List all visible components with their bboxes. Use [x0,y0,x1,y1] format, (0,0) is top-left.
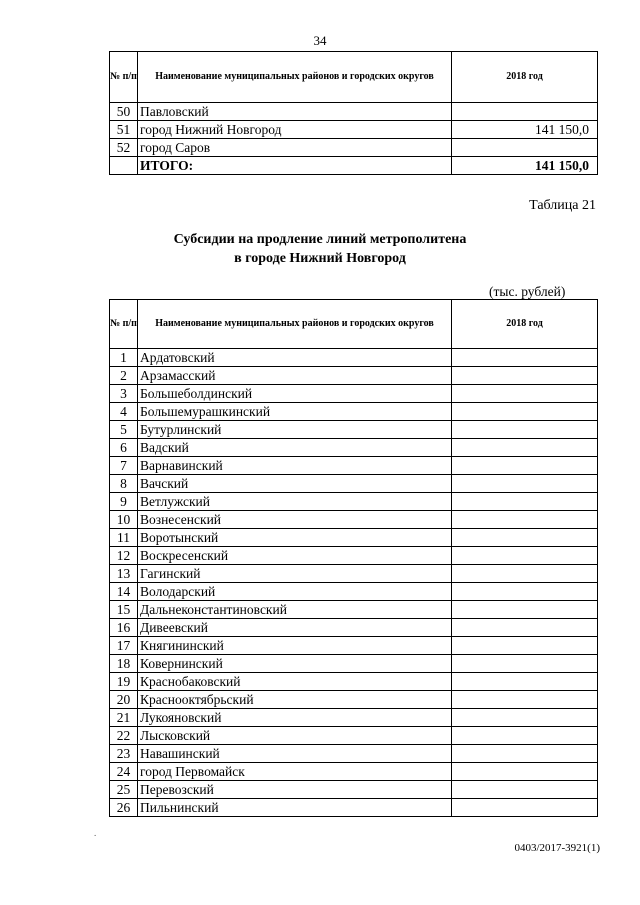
row-number: 13 [110,565,138,583]
header-num: № п/п [110,300,138,349]
total-value: 141 150,0 [452,157,598,175]
table-row [110,385,598,403]
table-2 [109,299,598,817]
row-name: Краснооктябрьский [138,691,452,709]
row-value [452,727,598,745]
row-name: Гагинский [138,565,452,583]
document-code: 0403/2017-3921(1) [514,842,600,854]
row-number: 5 [110,421,138,439]
row-name: Воротынский [138,529,452,547]
row-value [452,763,598,781]
row-value: 141 150,0 [452,121,598,139]
total-num-cell [110,157,138,175]
row-number: 9 [110,493,138,511]
title-line-2: в городе Нижний Новгород [234,251,406,266]
table-row [110,673,598,691]
table-row [110,493,598,511]
table-row [110,637,598,655]
row-value [452,547,598,565]
row-value [452,691,598,709]
table-row [110,103,598,121]
table-row [110,781,598,799]
total-row [110,157,598,175]
table-row [110,709,598,727]
row-number: 16 [110,619,138,637]
table-row [110,763,598,781]
row-number: 25 [110,781,138,799]
page-number: 34 [313,33,327,48]
table-row [110,349,598,367]
row-number: 2 [110,367,138,385]
header-year: 2018 год [452,300,598,349]
table-row [110,421,598,439]
row-name: Лысковский [138,727,452,745]
row-number: 22 [110,727,138,745]
row-name: Павловский [138,103,452,121]
row-number: 3 [110,385,138,403]
table-row [110,547,598,565]
row-name: город Нижний Новгород [138,121,452,139]
row-number: 12 [110,547,138,565]
row-value [452,385,598,403]
row-number: 23 [110,745,138,763]
row-name: Вознесенский [138,511,452,529]
row-value [452,745,598,763]
table-row [110,457,598,475]
row-value [452,103,598,121]
row-number: 8 [110,475,138,493]
header-name: Наименование муниципальных районов и городских округов [138,300,452,349]
row-number: 10 [110,511,138,529]
table-row [110,367,598,385]
table-row [110,745,598,763]
row-value [452,799,598,817]
header-num: № п/п [110,52,138,103]
row-name: Лукояновский [138,709,452,727]
row-name: Ковернинский [138,655,452,673]
table-row [110,601,598,619]
row-number: 6 [110,439,138,457]
row-value [452,709,598,727]
row-name: город Первомайск [138,763,452,781]
units-label: (тыс. рублей) [489,284,566,299]
row-number: 17 [110,637,138,655]
row-number: 26 [110,799,138,817]
row-value [452,493,598,511]
row-value [452,601,598,619]
row-name: Володарский [138,583,452,601]
row-name: Дальнеконстантиновский [138,601,452,619]
row-number: 20 [110,691,138,709]
table-row [110,799,598,817]
total-label: ИТОГО: [138,157,452,175]
row-name: Дивеевский [138,619,452,637]
table-2-header [110,300,598,349]
row-value [452,673,598,691]
row-name: Княгининский [138,637,452,655]
table-row [110,565,598,583]
row-value [452,655,598,673]
row-value [452,421,598,439]
table-row [110,727,598,745]
row-value [452,529,598,547]
row-value [452,781,598,799]
row-value [452,439,598,457]
row-number: 11 [110,529,138,547]
title-line-1: Субсидии на продление линий метрополитена [173,232,467,247]
table-row [110,529,598,547]
table-row [110,655,598,673]
row-value [452,139,598,157]
row-name: Большеболдинский [138,385,452,403]
table-row [110,619,598,637]
row-value [452,403,598,421]
row-number: 51 [110,121,138,139]
row-value [452,349,598,367]
table-row [110,583,598,601]
table-row [110,403,598,421]
row-name: Ардатовский [138,349,452,367]
row-name: Перевозский [138,781,452,799]
table-row [110,139,598,157]
row-name: Вачский [138,475,452,493]
row-number: 14 [110,583,138,601]
row-number: 21 [110,709,138,727]
row-value [452,565,598,583]
row-number: 1 [110,349,138,367]
table-row [110,475,598,493]
row-number: 19 [110,673,138,691]
row-name: Ветлужский [138,493,452,511]
margin-mark: . [94,828,97,838]
table-1 [109,51,598,175]
table-label: Таблица 21 [529,198,596,213]
row-number: 4 [110,403,138,421]
row-value [452,457,598,475]
row-number: 52 [110,139,138,157]
row-number: 24 [110,763,138,781]
row-name: Бутурлинский [138,421,452,439]
row-number: 15 [110,601,138,619]
row-name: Воскресенский [138,547,452,565]
table-row [110,121,598,139]
row-value [452,475,598,493]
row-value [452,367,598,385]
header-name: Наименование муниципальных районов и городских округов [138,52,452,103]
row-number: 50 [110,103,138,121]
table-row [110,511,598,529]
row-name: город Саров [138,139,452,157]
row-name: Навашинский [138,745,452,763]
row-name: Краснобаковский [138,673,452,691]
row-name: Арзамасский [138,367,452,385]
header-year: 2018 год [452,52,598,103]
table-1-header [110,52,598,103]
table-row [110,691,598,709]
row-number: 7 [110,457,138,475]
row-value [452,511,598,529]
row-name: Пильнинский [138,799,452,817]
row-number: 18 [110,655,138,673]
row-value [452,619,598,637]
table-row [110,439,598,457]
row-value [452,637,598,655]
row-name: Варнавинский [138,457,452,475]
row-name: Вадский [138,439,452,457]
row-value [452,583,598,601]
row-name: Большемурашкинский [138,403,452,421]
